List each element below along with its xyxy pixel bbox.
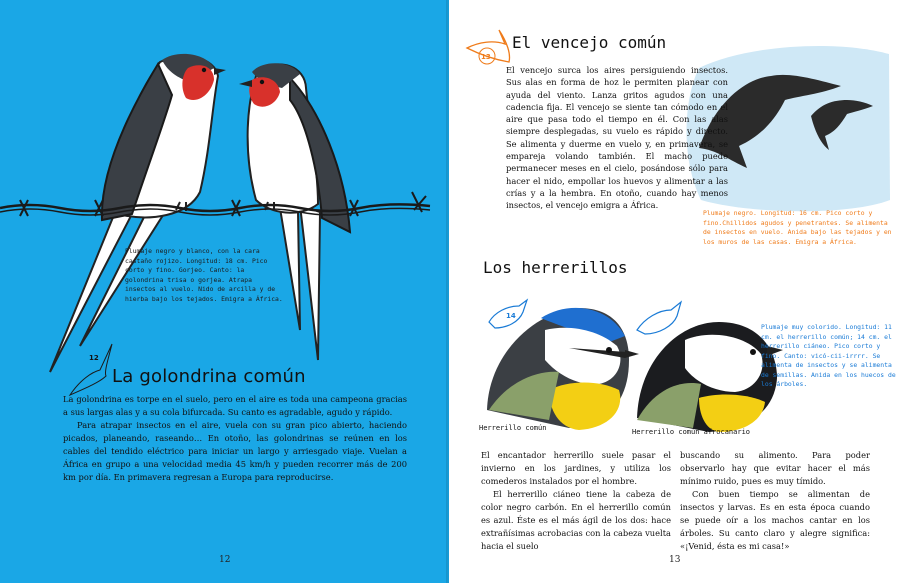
swallow-caption: Plumaje negro y blanco, con la cara castaño rojizo. Longitud: 18 cm. Pico corto y fino. Gorjeo. Canto: la golondrina trisa o gorjea. Atrapa insectos al vuelo. Nido de arcilla y de hierba bajo los tejados. Emigra a África.	[125, 247, 283, 303]
swallow-left-beak	[214, 68, 226, 75]
swallow-right-beak	[239, 80, 252, 87]
barbed-wire	[0, 204, 430, 211]
swallow-left-tail-outer	[50, 205, 133, 372]
page-number-left: 12	[219, 555, 231, 565]
tits-col2-paragraph-2: Con buen tiempo se alimentan de insectos y larvas. Es en esta época cuando se puede oír a los machos cantar en los árboles. Su canto claro y alegre significa: «¡Venid, ésta es mi casa!»	[680, 489, 870, 551]
species-number-13: 13	[481, 53, 491, 61]
tits-column-1	[481, 449, 671, 553]
tits-col1-paragraph-2: El herrerillo ciáneo tiene la cabeza de color negro carbón. En el herrerillo común es azul. Éste es el más ágil de los dos: hace extrañísimas acrobacias con la cabeza vuelta hacia el suelo	[481, 489, 671, 551]
great-tit-label: Herrerillo común afrocanario	[632, 428, 751, 436]
swift-body	[506, 64, 728, 212]
swift-caption: Plumaje negro. Longitud: 16 cm. Pico corto y fino.Chillidos agudos y penetrantes. Se alimenta de insectos en vuelo. Anida bajo las tejados y en los muros de las casas. Emigra a África.	[703, 209, 892, 246]
tits-col2-paragraph-1: buscando su alimento. Para poder observarlo hay que evitar hacer el más mínimo ruido, pues es muy tímido.	[680, 450, 870, 486]
swallow-paragraph-1: La golondrina es torpe en el suelo, pero en el aire es toda una campeona gracias a sus largas alas y a su cola bifurcada. Su canto es agradable, agudo y rápido.	[63, 394, 407, 417]
page-number-right: 13	[669, 555, 681, 565]
tit-outline-icon-right	[637, 302, 681, 334]
swallow-title: La golondrina común	[112, 366, 306, 387]
wire-barbs	[20, 192, 426, 216]
blue-tit-label: Herrerillo común	[479, 424, 547, 432]
tits-caption: Plumaje muy colorido. Longitud: 11 cm. el herrerillo común; 14 cm. el herrerillo ciáneo. Pico corto y fino. Canto: vicó-cii-irrrr. Se alimenta de insectos y se alimenta de semillas. Anida en los huecos de los árboles.	[761, 323, 896, 388]
swallow-right-tail-outer	[300, 205, 320, 360]
blue-tit-illustration	[487, 308, 639, 430]
species-number-12: 12	[89, 354, 99, 362]
swallow-right-eye	[260, 80, 264, 84]
swallow-outline-icon	[70, 344, 112, 395]
left-page	[0, 0, 449, 583]
tits-title: Los herrerillos	[483, 258, 628, 277]
species-number-14: 14	[506, 312, 516, 320]
swallow-left-eye	[202, 68, 206, 72]
swallow-paragraph-2: Para atrapar insectos en el aire, vuela con su gran pico abierto, haciendo picados, planeando, raseando… En otoño, las golondrinas se reúnen en los cables del tendido eléctrico para iniciar un largo y arriesgado viaje. Vuelan a África en grupo a una velocidad media 45 km/h y pueden recorrer más de 200 km por día. En primavera regresan a Europa para reproducirse.	[63, 420, 407, 482]
swift-title: El vencejo común	[512, 33, 667, 52]
swift-paragraph: El vencejo surca los aires persiguiendo insectos. Sus alas en forma de hoz le permiten planear con ayuda del viento. Lanza gritos agudos con una cadencia fija. El vencejo se siente tan cómodo en el aire que pasa todo el tiempo en él. Con las alas siempre desplegadas, su vuelo es rápido y directo. Se alimenta y duerme en vuelo y, en primavera, se empareja volando también. El macho puede permanecer meses en el cielo, posándose sólo para hacer el nido, empollar los huevos y alimentar a las crías y a la hembra. En otoño, cuando hay menos insectos, el vencejo emigra a África.	[506, 65, 728, 211]
right-page	[449, 0, 900, 583]
tits-column-2	[680, 449, 870, 553]
tits-col1-paragraph-1: El encantador herrerillo suele pasar el invierno en los jardines, y utiliza los comederos instalados por el hombre.	[481, 450, 671, 486]
swallow-body	[63, 393, 407, 484]
